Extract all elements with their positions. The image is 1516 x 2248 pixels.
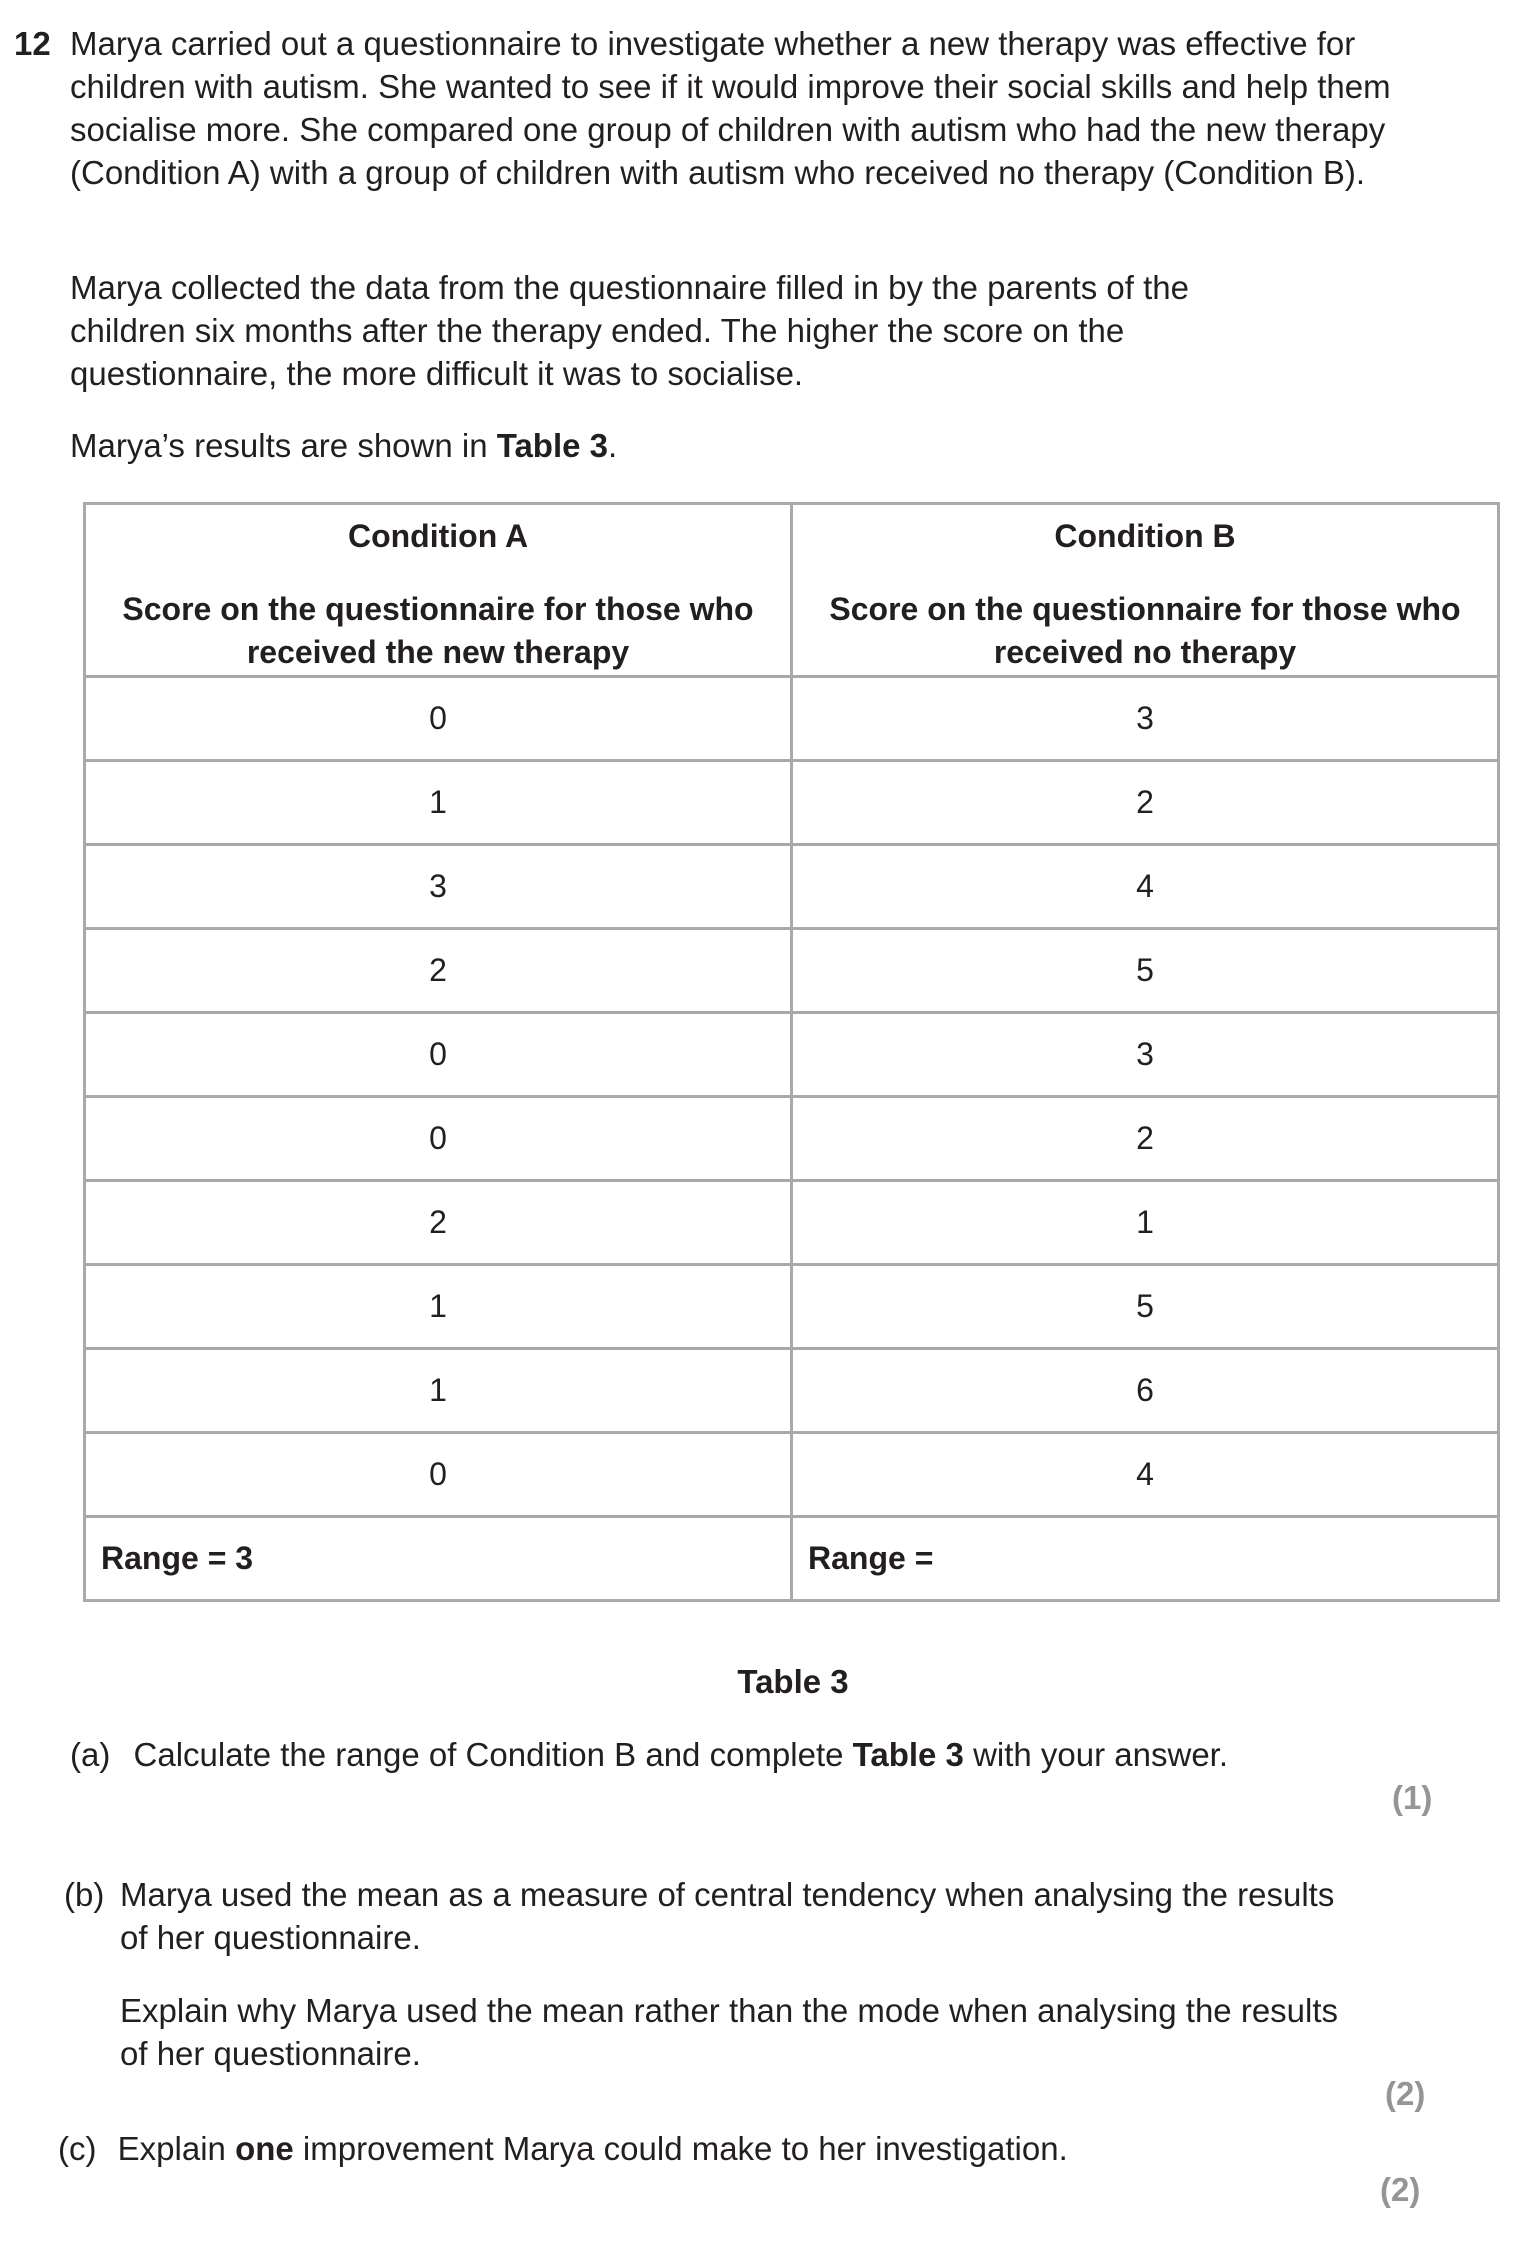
part-b-text-1: Marya used the mean as a measure of central tendency when analysing the results of her questionnaire. xyxy=(120,1876,1335,1956)
part-a-text xyxy=(134,1736,1229,1773)
score-a: 2 xyxy=(85,1181,792,1265)
condition-a-title: Condition A xyxy=(347,518,529,554)
part-b-label: (b) xyxy=(64,1876,105,1913)
score-a: 0 xyxy=(85,1097,792,1181)
table-row xyxy=(85,1181,1499,1265)
table-row xyxy=(85,1013,1499,1097)
score-a: 0 xyxy=(85,677,792,761)
intro-paragraph-3 xyxy=(70,424,1410,467)
score-b: 6 xyxy=(792,1349,1499,1433)
intro-3-period: . xyxy=(608,427,618,464)
score-b: 4 xyxy=(792,845,1499,929)
results-table xyxy=(83,502,1500,1602)
condition-a-description: Score on the questionnaire for those who received the new therapy xyxy=(122,591,754,670)
part-c-label: (c) xyxy=(58,2130,97,2167)
score-b: 1 xyxy=(792,1181,1499,1265)
part-b-marks: (2) xyxy=(1385,2075,1426,2112)
score-b: 2 xyxy=(792,1097,1499,1181)
part-c-text xyxy=(118,2130,1068,2167)
part-a-table-ref: Table 3 xyxy=(852,1736,964,1773)
score-b: 3 xyxy=(792,677,1499,761)
part-a-label: (a) xyxy=(70,1736,111,1773)
score-a: 1 xyxy=(85,761,792,845)
score-a: 3 xyxy=(85,845,792,929)
question-number: 12 xyxy=(14,25,51,62)
score-b: 4 xyxy=(792,1433,1499,1517)
table-row xyxy=(85,1349,1499,1433)
part-b xyxy=(64,1873,1364,2075)
range-row xyxy=(85,1517,1499,1601)
table-row xyxy=(85,845,1499,929)
score-a: 0 xyxy=(85,1013,792,1097)
score-a: 2 xyxy=(85,929,792,1013)
table-row xyxy=(85,929,1499,1013)
score-b: 5 xyxy=(792,929,1499,1013)
intro-3-text: Marya’s results are shown in xyxy=(70,427,497,464)
score-a: 1 xyxy=(85,1265,792,1349)
table-row xyxy=(85,761,1499,845)
intro-paragraph-1: Marya carried out a questionnaire to investigate whether a new therapy was effective for children with autism. She wanted to see if it would improve their social skills and help them socialise more. She compared one group of children with autism who had the new therapy (Condition A) with a group of children with autism who received no therapy (Condition B). xyxy=(70,25,1391,191)
part-a-text-1: Calculate the range of Condition B and complete xyxy=(133,1736,853,1773)
part-c xyxy=(58,2127,1358,2170)
intro-paragraph-2: Marya collected the data from the questionnaire filled in by the parents of the children six months after the therapy ended. The higher the score on the questionnaire, the more difficult it was to socialise. xyxy=(70,269,1189,392)
part-c-emphasis: one xyxy=(235,2130,294,2167)
header-condition-a xyxy=(85,504,792,677)
score-b: 5 xyxy=(792,1265,1499,1349)
part-c-marks: (2) xyxy=(1380,2171,1421,2208)
condition-b-title: Condition B xyxy=(1054,518,1236,554)
range-condition-b-answer-cell[interactable]: Range = xyxy=(792,1517,1499,1601)
table-row xyxy=(85,1265,1499,1349)
part-c-text-1: Explain xyxy=(117,2130,236,2167)
header-condition-b xyxy=(792,504,1499,677)
table-header-row xyxy=(85,504,1499,677)
score-b: 2 xyxy=(792,761,1499,845)
condition-b-description: Score on the questionnaire for those who received no therapy xyxy=(829,591,1461,670)
part-a-text-2: with your answer. xyxy=(963,1736,1229,1773)
part-b-text-2: Explain why Marya used the mean rather than the mode when analysing the results of her questionnaire. xyxy=(120,1992,1339,2072)
score-b: 3 xyxy=(792,1013,1499,1097)
score-a: 0 xyxy=(85,1433,792,1517)
score-a: 1 xyxy=(85,1349,792,1433)
part-a-marks: (1) xyxy=(1392,1779,1433,1816)
part-a xyxy=(70,1733,1370,1776)
intro-3-table-ref: Table 3 xyxy=(496,427,608,464)
table-caption: Table 3 xyxy=(737,1663,849,1700)
range-condition-a: Range = 3 xyxy=(85,1517,792,1601)
table-row xyxy=(85,1097,1499,1181)
table-row xyxy=(85,677,1499,761)
table-row xyxy=(85,1433,1499,1517)
part-c-text-2: improvement Marya could make to her investigation. xyxy=(293,2130,1068,2167)
